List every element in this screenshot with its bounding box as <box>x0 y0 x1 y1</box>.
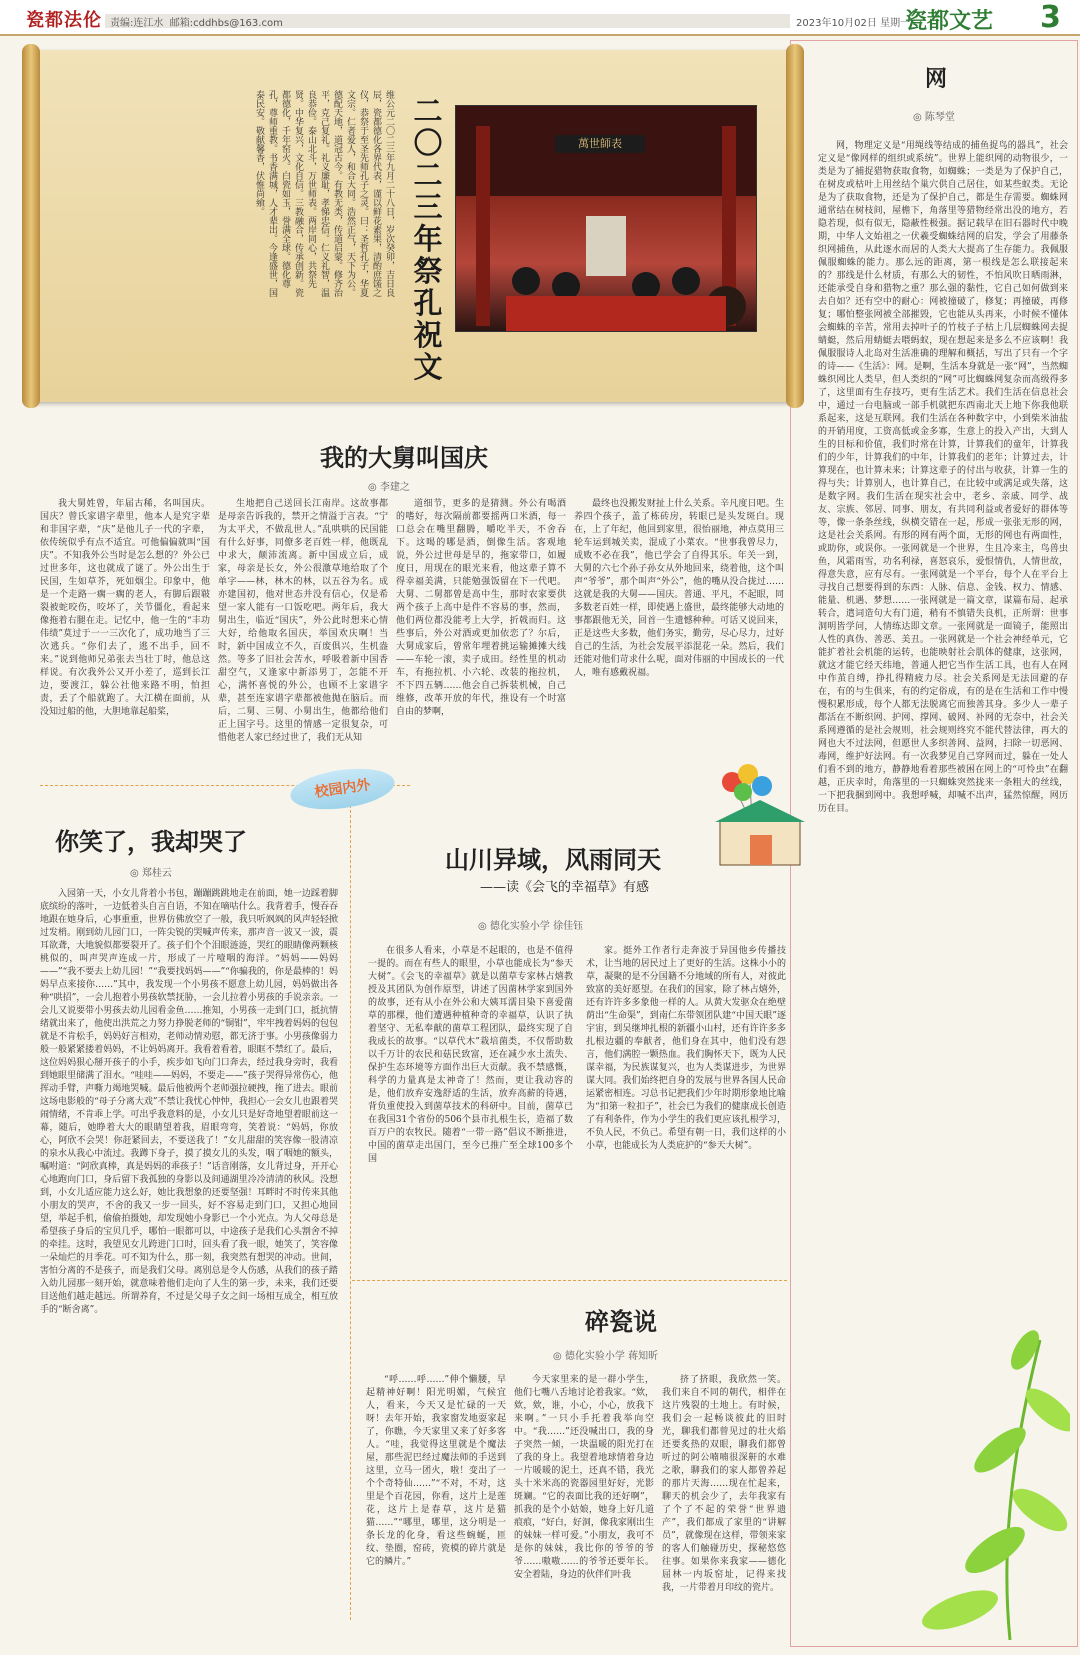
article-net-body <box>818 140 1068 1210</box>
article-mountains-text1: 在很多人看来，小草是不起眼的，也是不值得一提的。而在有些人的眼里，小草也能成长为“参天大树”。《会飞的幸福草》就是以菌草专家林占熺教授及其团队为创作原型，讲述了因菌林学家到国外的故事，还有从小在外公和大姨耳濡目染下喜爱菌草的那棵，他们遭遇种植种奇的幸福草，认识了执着坚守、无私奉献的菌草工程团队，最终实现了自我成长的故事。“以草代木”栽培菌类，不仅帮助数以千万计的农民和菇民致富，还在减少水土流失、保护生态环境等方面作出巨大贡献。我不禁感慨，科学的力量真是太神奇了！然而，更让我动容的是，他们放弃安逸舒适的生活，放弃高薪的待遇，背负重使投入到菌草技术的科研中。目前，菌草已在我国31个省份的506个县市扎根生长，造福了数百万户的农牧民。随着“一带一路”倡议不断推进，中国的菌草走出国门，至今已推广至全球100多个国 <box>368 946 573 1164</box>
article-subtitle-mountains: ——读《会飞的幸福草》有感 <box>480 880 650 895</box>
article-title-uncle: 我的大舅叫国庆 <box>320 443 488 472</box>
article-smile-col1 <box>40 888 338 1618</box>
article-smile-text1: 入园第一天，小女儿背着小书包，蹦蹦跳跳地走在前面，她一边踩着脚底缤纷的落叶，一边低着头自言自语，不知在嘀咕什么。我背着手，慢吞吞地跟在她身后，心事重重，世界仿佛放空了一般，我只听飒飒的风声轻轻掀过发梢。刚到幼儿园门口，一阵尖锐的哭喊声传来，那声音一波又一波，震耳欲聋，大地貌似都要裂开了。孩子们个个泪眼涟涟，哭红的眼睛像两颗核桃似的，叫声哭声连成一片，形成了一片噎咽的海洋。“妈妈——妈妈——”“我不要去上幼儿园！”“我要找妈妈——”“你骗我的，你是最棒的！妈妈早点来接你……”其中，我发现一个小男孩不愿意上幼儿园，妈妈做出各种“哄招”，一会儿抱着小男孩软禁抚胁，一会儿拉着小男孩的手说亲亲。一会儿又说要带小男孩去幼儿园看金鱼……推知，小男孩一走到门口，抵抗情绪就出来了，他使出洪荒之力努力挣脱老师的“铜钳”，牢牢拽着妈妈的包包就是不肯松手，妈妈好言相劝，老师动情劝慰，都无济于事。小男孩像弱力般一般紧紧搂着妈妈，不让妈妈离开。我看着看着，眼眶不禁红了。最后，这位妈妈狠心掰开孩子的小手，疾步如飞向门口奔去，经过我身旁时，我看到她眼里储满了泪水。“哇哇——妈妈，不要走——”孩子哭得异常伤心，他挥动手臂，声嘶力竭地哭喊。最后他被两个老师强拉硬拽，拖了进去。眼前这场电影般的“母子分离大戏”不禁让我忧心忡忡，我担心一会女儿也跟着哭闹情绪，不肯乖上学。可出乎我意料的是，小女儿只是好奇地望着眼前这一幕，随后，她睁着大大的眼睛望着我，眉眼弯弯，笑着说：“妈妈，你放心，阿欣不会哭！你赶紧回去，不要送我了！”女儿甜甜的笑容像一股清凉的泉水从我心中流过。我蹲下身子，摸了摸女儿的头发，咽了咽她的额头，嘱咐道：“阿欣真棒，真是妈妈的乖孩子！”话音刚落，女儿背过身，开开心心地跑向门口，身后留下我孤独的身影以及间通湖里冷冷清清的秋风。没想到，小女儿适应能力这么好，她比我想象的还要坚强！耳畔时不时传来其他小朋友的哭声，不舍的我又一步一回头，好不容易走到门口，又担心地回望，举起手机，偷偷拍摄她，却发现她小身影已一个小光点。为人父母总是希望孩子身后的宝贝几乎，哪怕一眼都可以，中途孩子是我们心头割舍不掉的牵挂。这时，我望见女儿跨进门口时，回头看了我一眼，她笑了，笑容像一朵灿烂的月季花。可不知为什么，那一刻，我突然有想哭的冲动。世间，害怕分离的不是孩子，而是我们父母。离别总是令人伤感，从我们的孩子踏入幼儿园那一刻开始，就意味着他们走向了人生的第一步，未来，我们还要目送他们越走越远。所谓养育，不过是父母子女之间一场相互成全，相互放手的“断舍离”。 <box>40 889 338 1315</box>
article-author-smile: ◎ 郑桂云 <box>130 868 172 879</box>
article-author-mountains: ◎ 德化实验小学 徐佳钰 <box>478 921 584 932</box>
section-title: 瓷都文艺 <box>905 9 994 34</box>
leaf-illustration <box>900 1220 1070 1640</box>
banner-prayer-text: 维公元二〇二三年九月二十八日，岁次癸卯，吉日良辰，瓷都德化各界代表，谨以鲜花素果，清酌庶馐之仪，恭祭于至圣先师孔子之灵。曰：圣哲孔子，华夏文宗。仁者爱人，和合大同。浩然正气，天下为公。德配天地，道冠古今。有教无类，传道启蒙。修齐治平，克己复礼。礼义廉耻，孝悌忠信。仁义礼智，温良恭俭。泰山北斗，万世师表。两岸同心，共祭先贤。中华复兴，文化自信。三教融合，传承创新。瓷都德化，千年窑火。白瓷如玉，誉满全球。德化尊孔，尊师重教。书香满城，人才辈出。今逢盛世，国泰民安。敬献馨香，伏惟尚飨。 <box>254 90 394 297</box>
article-uncle-col2 <box>218 498 388 758</box>
article-uncle-col1 <box>40 498 210 758</box>
leaf-art <box>900 1220 1070 1640</box>
divider-h2 <box>352 1280 787 1281</box>
article-uncle-text2: 生地把自己送回长江南岸。这故事都是母亲告诉我的，禁开之情溢于言表。“宁为太平犬，不做乱世人。”乱哄哄的民国能有什么好事，同僚多老百姓一样，他既乱中求大，颠沛流离。新中国成立后，成家，母亲是长女，外公很激草地给取了个单字——林，林木的林，以五谷为名。成亦建国初，他对世态并没有信心，仅是希望一家人能有一口饭吃吧。两年后，我大舅出生，临近“国庆”，外公此时想来心情大好，给他取名国庆，举国欢庆啊！当时，新中国成立不久，百废俱兴，生机盎然。等多了旧社会苦水，呼吸着新中国香甜空气，又逢家中新添男丁，怎能不开心，满怀喜悦的外公，也顾不上家谱字辈，甚至连家谱字辈都被他抛在脑后。而后，二舅、三舅、小舅出生，他都给他们正上国字号。这里的情感一定很复杂，可惜他老人家已经过世了，我们无从知 <box>218 499 388 743</box>
article-author-net: ◎ 陈琴堂 <box>913 112 955 123</box>
editor-info <box>110 14 283 29</box>
issue-date: 2023年10月02日 星期一 <box>796 18 911 29</box>
article-uncle-text3: 道细节，更多的是猜测。外公有喝酒的嗜好，每次隔前都要摇两口米酒，每一口总会在嘴里翻腾，嚼吃半天，不舍吞下。这喝的哪是酒，倒像生活。客观地说，外公过世母是早的，拖家带口，如履度日，用现在的眼光来看，他这辈子算不得幸福美满，只能勉强饭留在下一代吧。大舅、二舅都曾是高中生，那时农家要供两个孩子上高中是件不容易的事，然而，他们两位都没能考上大学，折戟而归。这些事后，外公对酒或更加依恋了？尔后，大舅成家后，曾常年埋着挑运输摊摊大线——车轮一滚，卖子成田。经性里的机动车，有拖拉机、小六轮、改装的拖拉机，不下四五辆……他会自己拆装机械，自己维修，改革开放的年代，推设有一个时富自由的梦啊， <box>396 499 566 717</box>
editor-email: 邮箱:cddhbs@163.com <box>169 18 283 29</box>
article-title-net: 网 <box>925 66 948 92</box>
campus-badge: 校园内外 <box>288 763 397 815</box>
page-number: 3 <box>1040 0 1061 35</box>
ceremony-plaque: 萬世師表 <box>555 135 645 153</box>
editor-name: 责编:连江水 <box>110 18 164 29</box>
banner-title: 二〇二三年祭孔祝文 <box>413 94 443 384</box>
article-net-text: 网，物理定义是“用绳线等结成的捕鱼捉鸟的器具”，社会定义是“像网样的组织或系统”。世界上能织网的动物很少，一类是为了捕捉猎物获取食物，如蜘蛛；一类是为了保护自己，在树皮或枯叶上用丝结个巢穴供自己居住，如某些蚁类。无论是为了获取食物，还是为了保护自己，都是生存需要。蜘蛛网通常结在树枝间，屋檐下，角落里等猎物经常出没的地方，若隐若现，似有似无，隐蔽性极强。据记载早在旧石器时代中晚期，中华人文始祖之一伏羲受蜘蛛结网的启发，学会了用藤条织网捕鱼，从此逐水而居的人类大大提高了生存能力。我佩服佩服蜘蛛的能力。那么远的距离，第一根线是怎么联接起来的？那线是什么材质，有那么大的韧性，不怕风吹日晒雨淋，还能承受自身和猎物之重？那么强的黏性，它自己如何做到来去自如？还有空中的耐心：网被撞破了，修复；再撞破，再修复；哪怕整张网被全部摧毁，它也能从头再来，小时候不懂体会蜘蛛的辛苦，常用去掉叶子的竹枝子子枯上几层蜘蛛网去捉蜻蜓，然后用蜻蜓去喂蚂蚁，现在想起来是多么不应该啊！我佩服服诗人北岛对生活准确的理解和概括，写出了只有一个字的诗——《生活》：网。是啊，生活本身就是一张“网”，当然蜘蛛织网比人类早，但人类织的“网”可比蜘蛛网复杂而高级得多了，这里面有生存技巧，更有生活艺术。我们生活在信息社会中，通过一台电脑或一部手机就把东西南北天上地下你我他联系起来，这是互联网。我们生活在各种数字中，小到柴米油盐的开销用度，工资高低或金多寡，生意上的投入产出，大到人生的目标和价值，我们时常在计算，计算我们的童年，计算我们的少年，计算我们的中年，计算我们的老年；计算过去，计算现在，也计算未来；计算这辈子的付出与收获，计算一生的得与失；计算别人，也计算自己，在比较中或满足或失落，这是数字网。我们生活在现实社会中，老乡、亲戚、同学、战友、宗族、邻居、同事、朋友，有共同利益或者爱好的群体等等，像一条条丝线，纵横交错在一起，彤成一张张无形的网，这是社会关系网。有形的网有两个面，无形的网也有两面性，或助你，或误你。一张网就是一个世界，生且冷来主，鸟兽虫鱼，风霜雨雪，功名利禄，喜怒哀乐，爱恨情仇，人情世故，得意失意，应有尽有。一张网就是一个平台，每个人在平台上寻找自己想要得到的东西：人脉、信息、金钱、权力、情感、能量、机遇、梦想……一张网就是一篇文章，谋篇布局、起承转合，遣词造句大有门道，稍有不慎错失良机，正所谓：世事洞明皆学问，人情练达即文章。一张网就是一面镜子，能照出人性的真伪、善恶、美丑。一张网就是一个社会神经单元，它能扩着社会机能的运转，也能映射社会肌体的健康，这张网，就这才能它经天纬地，普通人把它当作生活工具，也有人在网中作茧自缚，挣扎得精疲力尽。社会关系网是无法回避的存在，有的与生俱来，有的约定俗成，有的是在生活和工作中慢慢积累形成，每个人都无法脱离它而独善其身。多少人一辈子都活在不断织网、护网、撑网、破网、补网的无奈中，社会关系网遵循的是社会规则，社会规则终究不能代替法律，再大的网也大不过法网，但愿世人多织善网、益网，扫除一切恶网、毒网，维护好法网。有一次我梦见自己穿网而过，躲在一处人们看不到的地方，静静地看着那些被困在网上的“可怜虫”在翻越，正庆幸时，角落里的一只蜘蛛突然拢来一条粗大的丝线，一下把我捆到网中。我想呼喊，却喊不出声，猛然惊醒，网历历在目。 <box>818 141 1068 814</box>
article-mountains-text2: 家。挺外工作者行走奔波于异国他乡传播技术，让当地的居民过上了更好的生活。这株小小的草，凝聚的是不分国籍不分地域的所有人，对彼此致富的美好愿望。在我们的国家，除了林占熺外，还有许许多多象他一样的人。从黄大发驱众在绝壁荫出“生命渠”，到南仁东带领团队建“中国天眼”逐宇宙，到吴继坤扎根的新疆小山村，还有许许多多扎根边疆的奉献者，他们身在其中，他们没有怨言，他们满腔一颗热血。我们胸怀天下，既为人民谋幸福，为民族谋复兴，也为人类谋进步，为世界谋大同。我们始终把自身的发展与世界各国人民命运紧密相连。习总书记把我们少年时期形象地比喻为“扣第一粒扣子”，社会已为我们的健康成长创造了有利条件，作为小学生的我们更应该扎根学习，不负人民，不负己。希望有朝一日，我们这样的小小草，也能成长为人类庇护的“参天大树”。 <box>586 946 786 1151</box>
article-title-porcelain: 碎瓷说 <box>585 1307 657 1336</box>
balloon-house-art <box>710 760 805 870</box>
article-porcelain-text1: “呼……呼……”伸个懒腰，早起精神好啊！阳光明媚，气候宜人，看来，今天又是忙碌的一天呀！去年开始，我家窗发地耍家起了，你瞧，今天家里又来了好多客人。“哇，我觉得这里就是个魔法屋，那些泥巴经过魔法师的手送到这里，立马一团火，啦！变出了一个个奇特仙……”“不对，不对，这里是个百花园，你看，这片上是莲花，这片上是春草，这片是猫猫……”“哪里，哪里，这分明是一条长龙的化身，看这些蜿蜒，匝纹、垫圈，窑砖，瓷模的碎片就是它的鳞片。” <box>366 1375 506 1567</box>
article-author-porcelain: ◎ 德化实验小学 蒋知昕 <box>553 1351 659 1362</box>
article-author-uncle: ◎ 李建之 <box>368 482 410 493</box>
balloon-house-illustration <box>710 760 805 870</box>
article-uncle-text4: 最终也没搬发财扯上什么关系。辛凡度日吧。生养四个孩子，盖了栋砖房，转眼已是头发斑白。现在，上了年纪，他回到家里，很怡丽地，神点莫用三轮车运到城关卖，混成了小菜农。“世事我曾尽力，成败不必在我”，他已学会了自得其乐。年关一到，大舅的六七个孙子孙女从外地回来，绕着他，这个叫声“爷爷”，那个叫声“外公”，他的嘴从没合拢过……这就是我的大舅——国庆。普通、平凡，不起眼，同多数老百姓一样，即使遇上盛世，最终能够大动地的事都跟他无关，回首一生遗憾种种。可话又说回来，正是这些大多数，他们务实，勤劳，尽心尽力，过好自己的生活，为社会发展平添混花一朵。然后，我们还能对他们苛求什么呢，面对伟丽的中国成长的一代人，唯有感戴祝福。 <box>574 499 784 678</box>
article-title-smile: 你笑了，我却哭了 <box>55 827 247 856</box>
article-porcelain-text2: 今天家里来的是一群小学生，他们七嘴八舌地讨论着我家。“欸，欸，欸，谁，小心，小心，放我下来啊。”一只小手托着我举向空中。“我……”还没喊出口，我的身子突然一倾，一块温暖的阳光打在了我的身上。我望着地球情着身边一片暖暖的泥土，还真不错，我光头十米米高的瓷器园里好好，光影斑斓。“它的表面比我的还好啊”，抓我的是个小姑娘，她身上好几道痕痕，“好白，好洞，像我家刚出生的妹妹一样可爱。”小朋友，我可不是你的妹妹，我比你的爷爷的爷爷……嗷嗷……的爷爷还要年长。安全着陆，身边的伙伴们叶我 <box>514 1375 654 1580</box>
article-uncle-text1: 我大舅姓曾，年届古稀，名叫国庆。国庆？曾氏家谱字辈里，他本人是究字辈和非国字辈，“庆”是他儿子一代的字辈，依传统似乎有点不适宜。可他偏偏就叫“国庆”。不知我外公当时是怎么想的？外公已过世多年，这也就成了谜了。外公出生于民国，生如草芥，死如烟尘。印象中，他是一个走路一瘸一瘸的老人，有脚后跟皲裂被蛇咬伤，咬坏了，关节僵化，看起来像拖着右腿在走。记忆中，他一生的“丰功伟绩”莫过于一一三次化了，成功地当了三次逃兵。“你们去了，逃不出手，回不来。”说到他师兄弟张去当壮丁时，他总这样说。有次我外公又开小差了，巡到长江边，要渡江，躲公社他来路不明，怕担责，丢了个船就跑了。大江横在面前，从没知过船的他，大胆地靠起船桨， <box>40 499 210 717</box>
article-porcelain-col3 <box>662 1374 786 1634</box>
article-uncle-col4 <box>574 498 784 758</box>
article-uncle-col3 <box>396 498 566 758</box>
article-title-mountains: 山川异域，风雨同天 <box>445 845 661 874</box>
article-mountains-col1 <box>368 945 573 1265</box>
article-porcelain-text3: 挤了挤眼，我欣然一笑。我们来自不同的朝代，相伴在这片残裂的土地上。有时候，我们会一起畅谈彼此的旧时光，聊我们都曾见过的壮火焰还要炙热的双眼，聊我们都曾听过的阿公喃喃很深鼾的水难之歌，聊我们的家人都曾养起的那片天海……现在忙起来，聊天的机会少了，去年我家有了个了不起的荣誉“世界遗产”，我们都成了家里的“讲解员”，就像现在这样，带领来家的客人们触碰历史，探秘悠悠往事。如果你来我家——德化屈林一内坂窑址，记得来找我，一片带着月印纹的瓷片。 <box>662 1375 786 1593</box>
article-porcelain-col2 <box>514 1374 654 1634</box>
article-porcelain-col1 <box>366 1374 506 1634</box>
divider-v1 <box>350 790 351 1620</box>
article-mountains-col2 <box>586 945 786 1265</box>
newspaper-logo: 瓷都法伦 <box>26 10 102 31</box>
